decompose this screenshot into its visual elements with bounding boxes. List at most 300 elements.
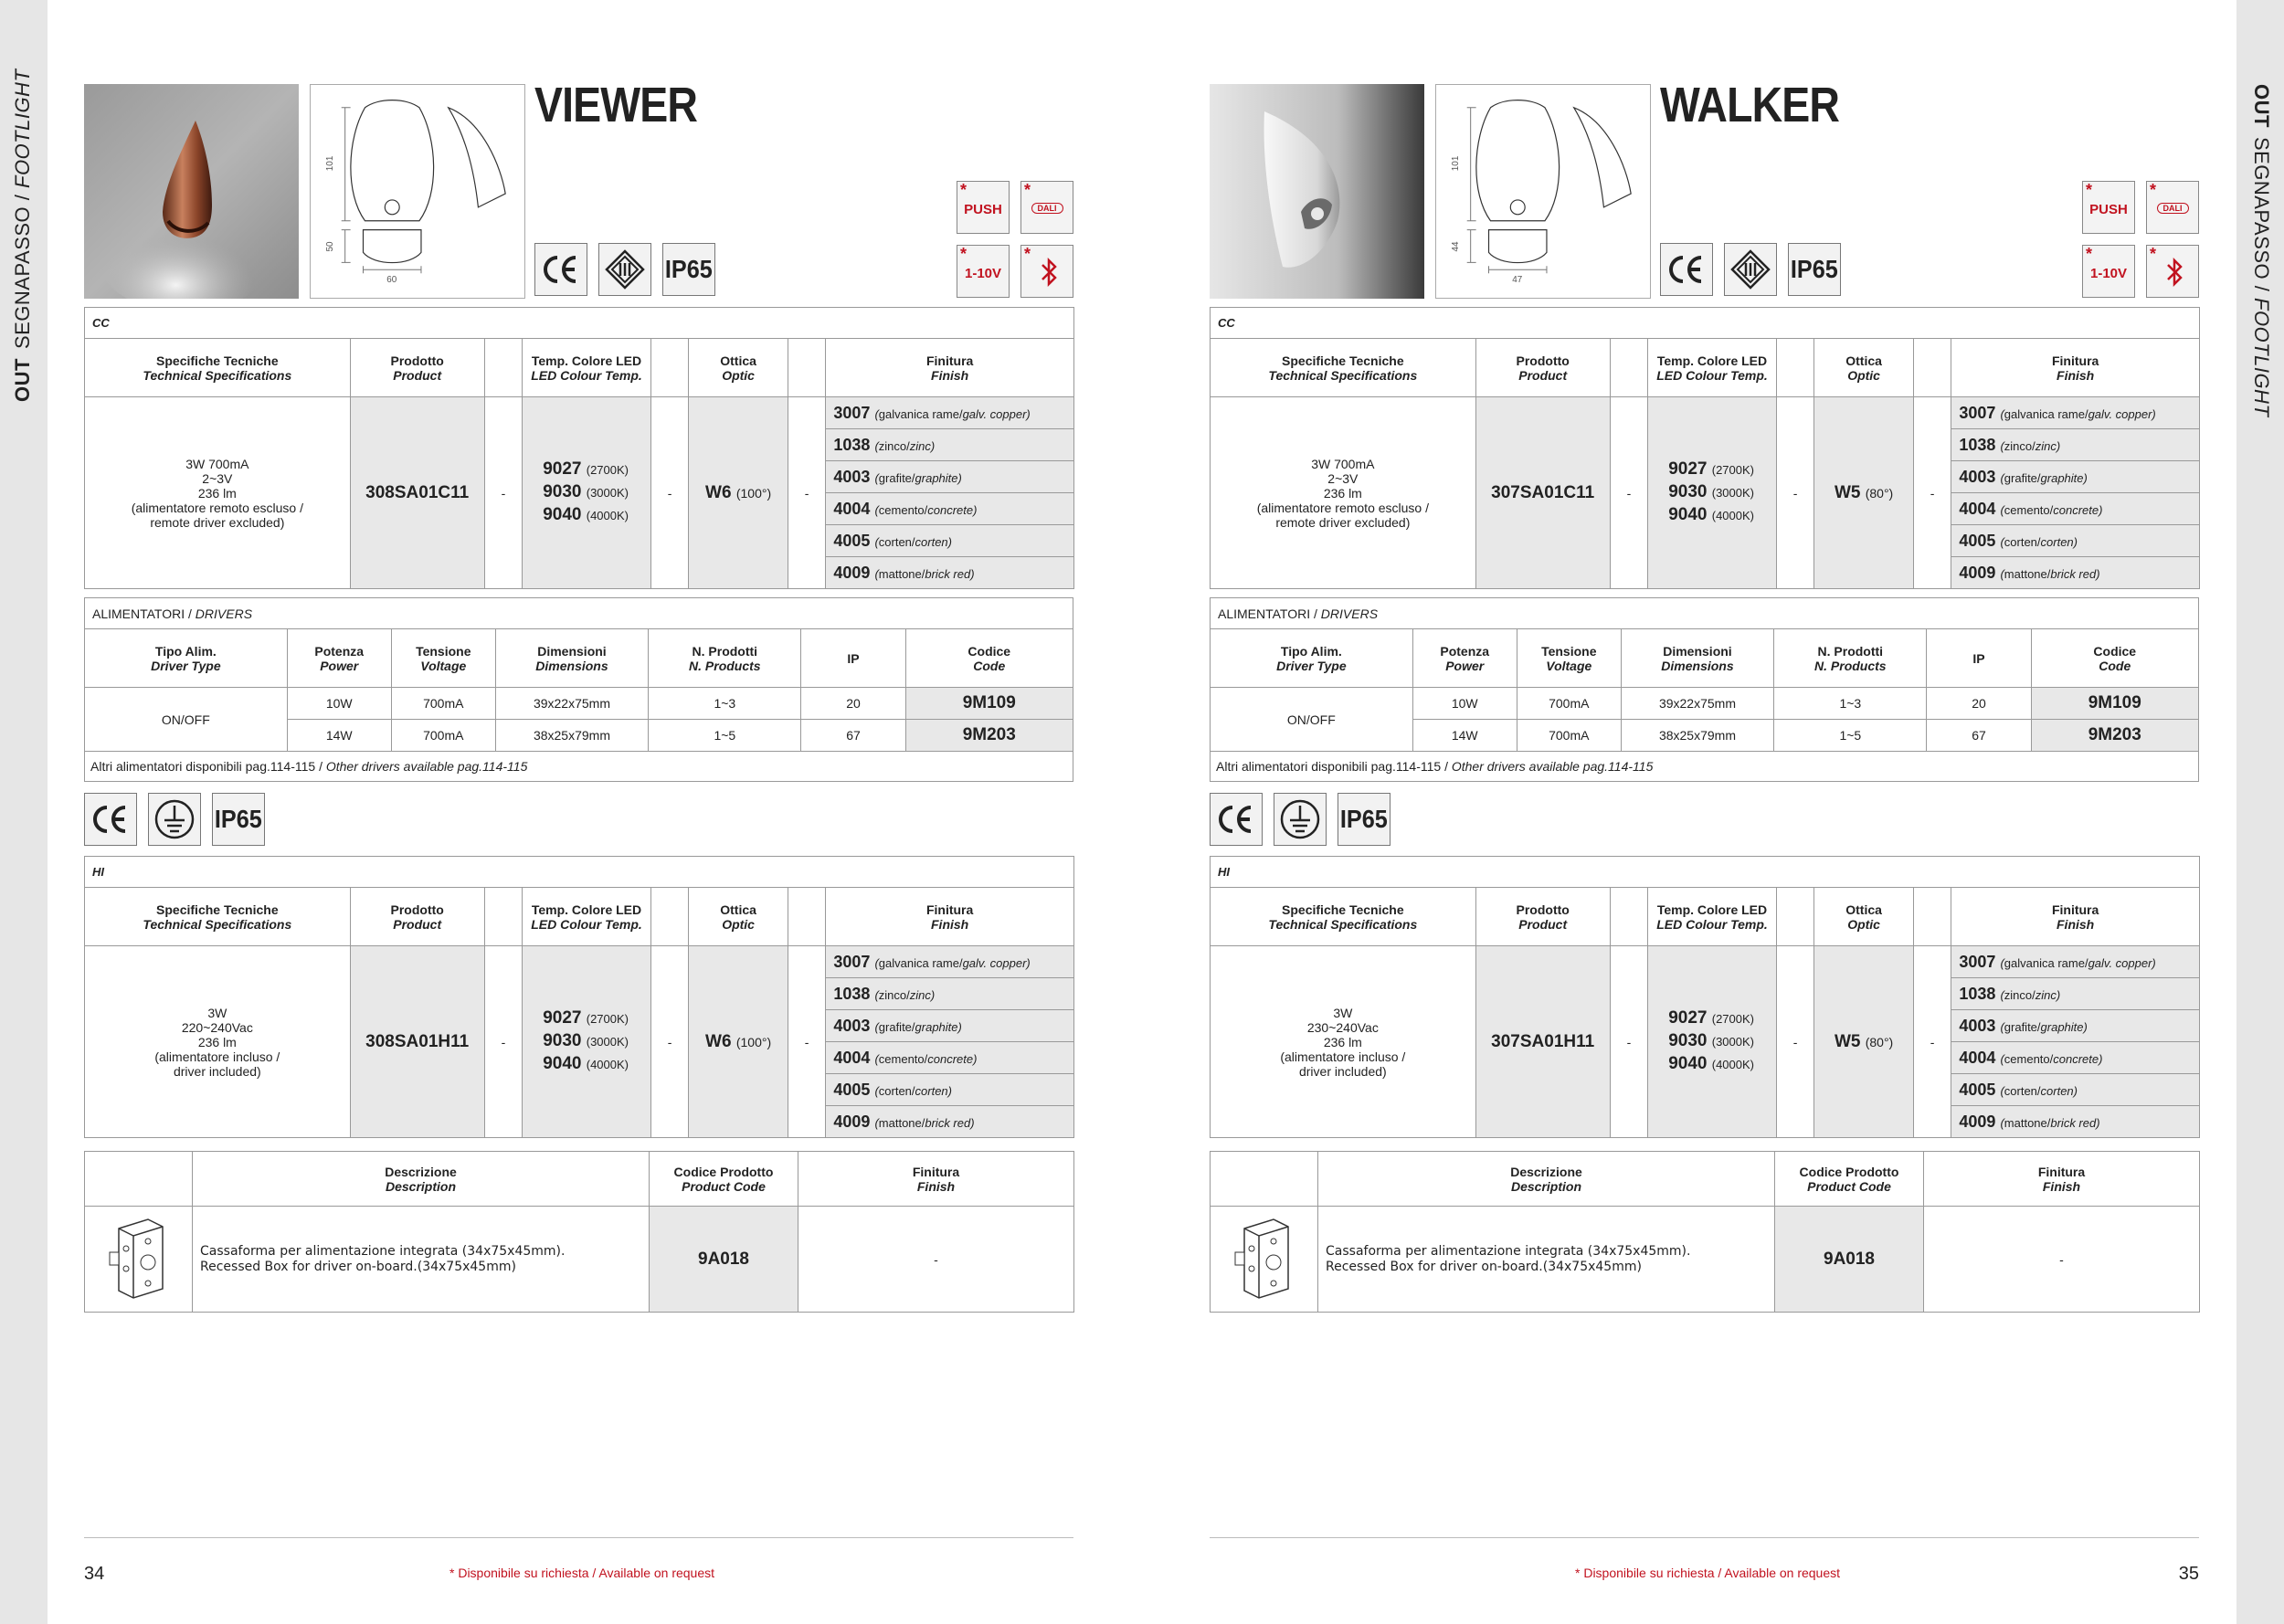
finish-code: 4004: [1959, 499, 1996, 518]
spec-line: 3W 700mA: [1311, 456, 1375, 471]
finish-option: [1951, 978, 2200, 1010]
finish-name-it: zinco/: [878, 438, 910, 453]
dim-height-bottom: 44: [1450, 241, 1461, 252]
header-finish-en: Finish: [2057, 367, 2095, 383]
drivers-header-en: Power: [1445, 658, 1485, 673]
spec-cell: [1211, 946, 1476, 1138]
header-sep: [788, 888, 826, 946]
ce-mark-icon: [84, 793, 137, 846]
box-description: [193, 1207, 650, 1313]
dim-height-bottom: 50: [324, 241, 335, 252]
drivers-header-en: Driver Type: [1276, 658, 1347, 673]
header-finish-en: Finish: [2057, 916, 2095, 932]
finish-option: [1951, 1106, 2200, 1138]
header-product: [350, 339, 484, 397]
box-header-blank: [1211, 1152, 1318, 1207]
driver-voltage: 700mA: [1517, 688, 1621, 720]
optic-code: W6: [705, 1031, 732, 1051]
bluetooth-badge: [2146, 245, 2199, 298]
driver-ip: 20: [801, 688, 905, 720]
finish-option: [826, 1042, 1074, 1074]
spec-line: 3W 700mA: [185, 456, 249, 471]
spec-cell: [1211, 397, 1476, 589]
drivers-header-en: N. Products: [1814, 658, 1887, 673]
box-header-code: [650, 1152, 798, 1207]
box-header-finish-it: Finitura: [2037, 1164, 2086, 1179]
finish-code: 1038: [1959, 435, 1996, 454]
temp-code: 9027: [543, 1008, 582, 1028]
product-photo: [84, 84, 299, 299]
finish-name-en: corten: [915, 534, 948, 549]
header-temp: [1648, 339, 1777, 397]
header-spec-it: Specifiche Tecniche: [1282, 902, 1404, 917]
finish-option: [826, 493, 1074, 525]
temp-kelvin: (4000K): [586, 509, 629, 522]
temp-line: [543, 1030, 650, 1053]
dim-height-top: 101: [324, 155, 335, 172]
drivers-note: [1211, 752, 2199, 782]
recessed-box-table: [1210, 1151, 2200, 1313]
dash: -: [650, 946, 689, 1138]
drivers-label: [1211, 598, 2199, 629]
finish-name-it: cemento/: [878, 502, 928, 517]
header-temp-en: LED Colour Temp.: [1656, 916, 1768, 932]
finish-code: 3007: [833, 403, 871, 422]
drivers-header-en: Code: [973, 658, 1006, 673]
box-header-desc-it: Descrizione: [1510, 1164, 1582, 1179]
header-optic-en: Optic: [1847, 916, 1880, 932]
finish-name-it: cemento/: [2004, 502, 2054, 517]
temp-kelvin: (2700K): [1711, 1012, 1754, 1026]
temp-line: [543, 1007, 650, 1030]
temp-code: 9040: [543, 505, 582, 524]
temp-kelvin: (3000K): [1711, 486, 1754, 500]
finish-name: (cemento/concrete): [874, 1051, 978, 1066]
header-spec-en: Technical Specifications: [143, 367, 292, 383]
finish-code: 3007: [1959, 952, 1996, 971]
spec-line: 236 lm: [1323, 485, 1362, 501]
drivers-header-it: Tensione: [1541, 643, 1597, 659]
availability-note: * Disponibile su richiesta / Available on request: [449, 1566, 715, 1580]
header-product: [1475, 888, 1610, 946]
temp-kelvin: (4000K): [586, 1058, 629, 1071]
finish-option: [1951, 493, 2200, 525]
optic-code: W6: [705, 482, 732, 502]
finish-code: 4004: [833, 1048, 871, 1067]
product-code: 308SA01H11: [350, 946, 484, 1138]
temp-cell: [1648, 397, 1777, 589]
drivers-header-it: IP: [1972, 650, 1985, 666]
asterisk: *: [960, 245, 968, 263]
product-photo: [1210, 84, 1424, 299]
header-optic: [1814, 339, 1914, 397]
finish-name-it: corten/: [2004, 534, 2041, 549]
temp-kelvin: (3000K): [586, 486, 629, 500]
drivers-header-it: Codice: [968, 643, 1011, 659]
ip-rating-badge: [1788, 243, 1841, 296]
dim-height-top: 101: [1450, 155, 1461, 172]
header-optic-en: Optic: [1847, 367, 1880, 383]
finish-option: [1951, 1010, 2200, 1042]
dash: -: [1610, 397, 1648, 589]
header-temp: [1648, 888, 1777, 946]
section-label: HI: [85, 857, 1074, 888]
header-finish: [1951, 339, 2200, 397]
finish-name: (galvanica rame/galv. copper): [2000, 406, 2156, 421]
optic-angle: (100°): [735, 485, 772, 501]
ce-mark-icon: [534, 243, 587, 296]
driver-code: 9M109: [2031, 688, 2198, 720]
section-label-italic: FOOTLIGHT: [2250, 298, 2273, 417]
driver-dims: 39x22x75mm: [495, 688, 648, 720]
box-header-desc: [1318, 1152, 1775, 1207]
driver-ip: 20: [1927, 688, 2031, 720]
finish-code: 4005: [833, 531, 871, 550]
box-image: [85, 1207, 193, 1313]
finish-name: (mattone/brick red): [2000, 1115, 2100, 1130]
push-badge: [957, 181, 1010, 234]
finish-code: 4005: [833, 1080, 871, 1099]
finish-option: [826, 946, 1074, 978]
dimming-label: 1-10V: [964, 266, 1002, 281]
finish-name-en: zinc: [2035, 987, 2057, 1002]
finish-code: 4003: [1959, 467, 1996, 486]
drivers-note: [85, 752, 1073, 782]
drivers-label-it: ALIMENTATORI /: [1218, 606, 1321, 621]
driver-voltage: 700mA: [391, 720, 495, 752]
dimming-badge: [957, 245, 1010, 298]
finish-option: [826, 461, 1074, 493]
spec-line: 220~240Vac: [181, 1019, 253, 1035]
asterisk: *: [2086, 181, 2093, 199]
finish-name-it: mattone/: [2004, 566, 2051, 581]
finish-name-it: grafite/: [2004, 1019, 2041, 1034]
driver-voltage: 700mA: [391, 688, 495, 720]
header-optic-it: Ottica: [720, 902, 756, 917]
optic-code: W5: [1834, 1031, 1861, 1051]
finish-name-it: cemento/: [878, 1051, 928, 1066]
driver-type: ON/OFF: [85, 688, 288, 752]
header-optic: [1814, 888, 1914, 946]
finish-name-en: galv. copper: [962, 955, 1027, 970]
header-finish-it: Finitura: [2051, 902, 2099, 917]
page-viewer: [84, 0, 1073, 1624]
drivers-header-it: N. Prodotti: [692, 643, 758, 659]
header-finish: [826, 888, 1074, 946]
header-finish-en: Finish: [931, 367, 969, 383]
finish-name: (corten/corten): [2000, 1083, 2078, 1098]
finish-name: (zinco/zinc): [2000, 438, 2061, 453]
finish-name: (grafite/graphite): [2000, 470, 2088, 485]
product-title: VIEWER: [534, 78, 698, 132]
header-temp-en: LED Colour Temp.: [1656, 367, 1768, 383]
drivers-header-en: Driver Type: [151, 658, 221, 673]
dali-label: DALI: [1031, 203, 1063, 214]
finish-name: (mattone/brick red): [874, 1115, 975, 1130]
finish-name: (galvanica rame/galv. copper): [874, 406, 1031, 421]
page-walker: [1210, 0, 2199, 1624]
temp-cell: [523, 397, 651, 589]
finish-name: (cemento/concrete): [874, 502, 978, 517]
finish-name-en: graphite: [2040, 470, 2084, 485]
drivers-header-it: Tipo Alim.: [154, 643, 217, 659]
drivers-header: [649, 629, 801, 688]
finish-name-en: brick red: [2050, 566, 2097, 581]
temp-code: 9030: [543, 1031, 582, 1050]
ip-rating-text: IP65: [1340, 805, 1388, 833]
box-header-code-it: Codice Prodotto: [673, 1164, 774, 1179]
box-finish: -: [798, 1207, 1074, 1313]
header-sep: [484, 888, 523, 946]
bluetooth-badge: [1020, 245, 1073, 298]
spec-line: 2~3V: [202, 470, 233, 486]
finish-option: [1951, 525, 2200, 557]
product-code: 308SA01C11: [350, 397, 484, 589]
header-finish: [1951, 888, 2200, 946]
box-header-desc-en: Description: [385, 1178, 456, 1194]
cc-spec-table: [1210, 307, 2200, 589]
dim-width: 47: [1512, 275, 1523, 286]
drivers-header-it: IP: [847, 650, 860, 666]
finish-option: [826, 978, 1074, 1010]
finish-name-en: galv. copper: [2088, 406, 2152, 421]
dash: -: [788, 946, 826, 1138]
finish-option: [1951, 946, 2200, 978]
dimming-label: 1-10V: [2089, 266, 2128, 281]
header-temp-it: Temp. Colore LED: [1656, 353, 1768, 368]
finish-code: 4009: [1959, 1112, 1996, 1131]
spec-line: (alimentatore incluso /: [1280, 1049, 1406, 1064]
temp-code: 9027: [543, 459, 582, 479]
finish-code: 4004: [1959, 1048, 1996, 1067]
finish-name-it: corten/: [878, 534, 915, 549]
finish-name-en: zinc: [909, 438, 931, 453]
temp-line: [543, 1053, 650, 1076]
drivers-header-en: Voltage: [420, 658, 467, 673]
finish-name-en: graphite: [915, 1019, 958, 1034]
header-temp: [523, 339, 651, 397]
finish-name-it: mattone/: [878, 566, 925, 581]
header-sep: [788, 339, 826, 397]
box-header-blank: [85, 1152, 193, 1207]
driver-ip: 67: [1927, 720, 2031, 752]
header-product-it: Prodotto: [1516, 353, 1570, 368]
optic-angle: (80°): [1865, 485, 1894, 501]
section-label: CC: [85, 308, 1074, 339]
header-sep: [1776, 339, 1814, 397]
drivers-header: [1211, 629, 1413, 688]
temp-code: 9027: [1668, 1008, 1708, 1028]
push-label: PUSH: [964, 202, 1002, 217]
asterisk: *: [2086, 245, 2093, 263]
cc-spec-table: [84, 307, 1074, 589]
drivers-note-en: Other drivers available pag.114-115: [1451, 759, 1654, 774]
driver-power: 14W: [1412, 720, 1517, 752]
spec-cell: [85, 946, 351, 1138]
availability-note: * Disponibile su richiesta / Available on request: [1575, 1566, 1841, 1580]
finish-code: 3007: [833, 952, 871, 971]
header-temp-it: Temp. Colore LED: [531, 353, 642, 368]
header-spec: [1211, 888, 1476, 946]
header-product-it: Prodotto: [1516, 902, 1570, 917]
header-spec: [1211, 339, 1476, 397]
finish-option: [1951, 429, 2200, 461]
finish-name: (grafite/graphite): [2000, 1019, 2088, 1034]
asterisk: *: [2150, 181, 2157, 199]
drivers-header-en: Voltage: [1546, 658, 1592, 673]
driver-type: ON/OFF: [1211, 688, 1413, 752]
dali-label: DALI: [2157, 203, 2189, 214]
header-temp-en: LED Colour Temp.: [531, 916, 642, 932]
asterisk: *: [960, 181, 968, 199]
ground-icon: [1274, 793, 1327, 846]
finish-option: [826, 429, 1074, 461]
drivers-table: [84, 597, 1073, 782]
section-label-plain: SEGNAPASSO /: [2250, 136, 2273, 292]
section-label-bold: OUT: [2250, 84, 2273, 128]
spec-cell: [85, 397, 351, 589]
finish-name-en: brick red: [925, 566, 971, 581]
header-sep: [484, 339, 523, 397]
push-label: PUSH: [2089, 202, 2128, 217]
header-spec-it: Specifiche Tecniche: [156, 902, 279, 917]
header-optic-it: Ottica: [1845, 353, 1882, 368]
header-temp-en: LED Colour Temp.: [531, 367, 642, 383]
finish-name-it: corten/: [878, 1083, 915, 1098]
drivers-header-en: Power: [320, 658, 359, 673]
drivers-header: [1412, 629, 1517, 688]
finish-name-it: mattone/: [2004, 1115, 2051, 1130]
dim-width: 60: [386, 275, 397, 286]
finish-name: (corten/corten): [874, 534, 953, 549]
ip-rating-badge: [662, 243, 715, 296]
push-badge: [2082, 181, 2135, 234]
temp-kelvin: (4000K): [1711, 1058, 1754, 1071]
temp-line: [1668, 1007, 1776, 1030]
temp-line: [543, 481, 650, 504]
finish-name-en: zinc: [2035, 438, 2057, 453]
driver-dims: 38x25x79mm: [1621, 720, 1773, 752]
box-finish: -: [1924, 1207, 2200, 1313]
recessed-box-table: [84, 1151, 1074, 1313]
finish-name-it: galvanica rame/: [2004, 406, 2088, 421]
finish-name-en: brick red: [925, 1115, 971, 1130]
temp-kelvin: (3000K): [1711, 1035, 1754, 1049]
box-header-finish-en: Finish: [2042, 1178, 2081, 1194]
header-spec-it: Specifiche Tecniche: [156, 353, 279, 368]
dash: -: [788, 397, 826, 589]
box-header-finish: [1924, 1152, 2200, 1207]
drivers-header: [287, 629, 391, 688]
header-finish-it: Finitura: [925, 353, 974, 368]
drivers-header-en: N. Products: [689, 658, 761, 673]
driver-n: 1~3: [1774, 688, 1927, 720]
spec-line: 236 lm: [1323, 1034, 1362, 1049]
finish-code: 4003: [1959, 1016, 1996, 1035]
spec-line: 3W: [207, 1005, 227, 1020]
finish-name-en: galv. copper: [2088, 955, 2152, 970]
finish-option: [826, 1074, 1074, 1106]
box-header-code-en: Product Code: [1807, 1178, 1891, 1194]
spec-line: 236 lm: [197, 1034, 237, 1049]
optic-angle: (100°): [735, 1034, 772, 1049]
finish-name: (zinco/zinc): [874, 987, 936, 1002]
class-III-icon: [1724, 243, 1777, 296]
spec-line: (alimentatore remoto escluso /: [1256, 500, 1429, 515]
temp-code: 9030: [1668, 482, 1708, 501]
finish-name: (galvanica rame/galv. copper): [874, 955, 1031, 970]
drivers-label-en: DRIVERS: [195, 606, 253, 621]
finish-name-it: galvanica rame/: [878, 955, 963, 970]
finish-code: 1038: [833, 984, 871, 1003]
temp-cell: [523, 946, 651, 1138]
finish-name: (corten/corten): [2000, 534, 2078, 549]
driver-n: 1~5: [1774, 720, 1927, 752]
header-spec-en: Technical Specifications: [1268, 916, 1418, 932]
temp-line: [543, 459, 650, 481]
box-header-finish-en: Finish: [916, 1178, 956, 1194]
temp-cell: [1648, 946, 1777, 1138]
product-code: 307SA01H11: [1475, 946, 1610, 1138]
finish-name-en: brick red: [2050, 1115, 2097, 1130]
finish-name-en: concrete: [927, 1051, 974, 1066]
section-label-bold: OUT: [11, 358, 34, 402]
header-optic-en: Optic: [722, 916, 755, 932]
header-optic-it: Ottica: [720, 353, 756, 368]
drivers-header: [905, 629, 1073, 688]
asterisk: *: [1024, 245, 1031, 263]
class-III-icon: [598, 243, 651, 296]
table-row: [85, 1207, 1074, 1313]
optic-cell: [689, 946, 788, 1138]
driver-power: 10W: [1412, 688, 1517, 720]
temp-line: [1668, 1030, 1776, 1053]
drivers-header-en: Dimensions: [1661, 658, 1734, 673]
finish-name: (zinco/zinc): [874, 438, 936, 453]
header-spec-en: Technical Specifications: [1268, 367, 1418, 383]
box-header-finish-it: Finitura: [912, 1164, 960, 1179]
finish-code: 4003: [833, 467, 871, 486]
finish-code: 1038: [833, 435, 871, 454]
finish-name-it: corten/: [2004, 1083, 2041, 1098]
drivers-header: [391, 629, 495, 688]
header-product-it: Prodotto: [390, 353, 444, 368]
drivers-header-it: Tensione: [416, 643, 471, 659]
temp-code: 9040: [1668, 505, 1708, 524]
driver-power: 10W: [287, 688, 391, 720]
ip-rating-text: IP65: [215, 805, 262, 833]
finish-code: 4005: [1959, 1080, 1996, 1099]
hi-spec-table: [1210, 856, 2200, 1138]
finish-name: (zinco/zinc): [2000, 987, 2061, 1002]
drivers-header: [801, 629, 905, 688]
section-label-right: [2249, 84, 2273, 417]
finish-name-it: zinco/: [2004, 438, 2036, 453]
header-product: [350, 888, 484, 946]
driver-voltage: 700mA: [1517, 720, 1621, 752]
spec-line: 3W: [1333, 1005, 1353, 1020]
finish-option: [1951, 1042, 2200, 1074]
dali-badge: [2146, 181, 2199, 234]
dash: -: [1610, 946, 1648, 1138]
header-spec: [85, 339, 351, 397]
driver-code: 9M203: [905, 720, 1073, 752]
optic-cell: [689, 397, 788, 589]
technical-drawing: [1435, 84, 1651, 299]
finish-name: (cemento/concrete): [2000, 502, 2103, 517]
drivers-header-it: Potenza: [314, 643, 365, 659]
drivers-label: [85, 598, 1073, 629]
